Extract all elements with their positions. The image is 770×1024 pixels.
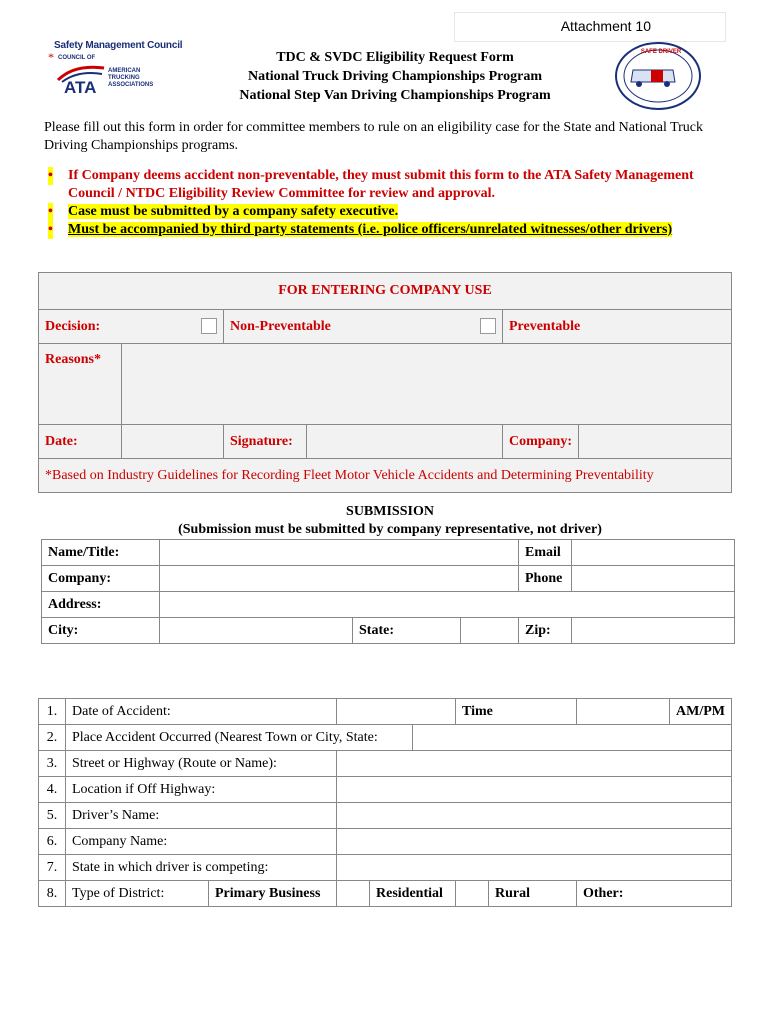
row-number: 8. [39,881,66,907]
company-name-label: Company Name: [66,829,337,855]
time-label: Time [456,699,577,725]
company-label: Company: [42,566,160,592]
row-number: 7. [39,855,66,881]
signature-field[interactable] [307,425,503,459]
primary-business-field[interactable] [337,881,370,907]
other-label: Other: [577,881,732,907]
competing-state-field[interactable] [337,855,732,881]
primary-business-label: Primary Business [209,881,337,907]
reasons-field[interactable] [121,344,732,425]
row-number: 6. [39,829,66,855]
attachment-label: Attachment 10 [560,18,651,34]
reasons-label: Reasons* [39,344,122,425]
ampm-label: AM/PM [670,699,732,725]
street-highway-field[interactable] [337,751,732,777]
intro-text: Please fill out this form in order for committee members to rule on an eligibility case for the State and National Truck Driving Championships programs. [44,120,704,153]
date-of-accident-field[interactable] [337,699,456,725]
state-label: State: [353,618,461,644]
decision-label: Decision: [39,310,122,344]
company-name-field[interactable] [337,829,732,855]
company-field[interactable] [579,425,732,459]
zip-field[interactable] [572,618,735,644]
company-label: Company: [502,425,578,459]
submission-heading: SUBMISSION (Submission must be submitted by company representative, not driver) [178,504,602,537]
company-field[interactable] [160,566,519,592]
driver-name-label: Driver’s Name: [66,803,337,829]
rural-label: Rural [489,881,577,907]
off-highway-field[interactable] [337,777,732,803]
street-highway-label: Street or Highway (Route or Name): [66,751,337,777]
non-preventable-cell [121,310,224,344]
preventable-cell [460,310,503,344]
name-title-label: Name/Title: [42,540,160,566]
place-occurred-label: Place Accident Occurred (Nearest Town or City, State: [66,725,413,751]
email-label: Email [519,540,572,566]
time-field[interactable] [577,699,670,725]
row-number: 5. [39,803,66,829]
city-label: City: [42,618,160,644]
phone-label: Phone [519,566,572,592]
email-field[interactable] [572,540,735,566]
off-highway-label: Location if Off Highway: [66,777,337,803]
bullet-item: • Must be accompanied by third party statements (i.e. police officers/unrelated witnesses/other drivers) [48,222,673,237]
place-occurred-field[interactable] [413,725,732,751]
non-preventable-label: Non-Preventable [224,310,460,344]
residential-label: Residential [370,881,456,907]
date-label: Date: [39,425,122,459]
bullet-item: • Case must be submitted by a company safety executive. [48,204,399,219]
row-number: 1. [39,699,66,725]
phone-field[interactable] [572,566,735,592]
footnote: *Based on Industry Guidelines for Recording Fleet Motor Vehicle Accidents and Determining Preventability [39,459,732,493]
name-title-field[interactable] [160,540,519,566]
driver-name-field[interactable] [337,803,732,829]
state-field[interactable] [461,618,519,644]
non-preventable-checkbox[interactable] [201,318,217,334]
address-label: Address: [42,592,160,618]
form-title: TDC & SVDC Eligibility Request Form National Truck Driving Championships Program National Step Van Driving Championships Program [239,50,551,103]
date-field[interactable] [121,425,224,459]
accident-details-table [38,698,732,907]
row-number: 4. [39,777,66,803]
zip-label: Zip: [519,618,572,644]
address-field[interactable] [160,592,735,618]
svg-text:SAFE DRIVER: SAFE DRIVER [640,49,682,55]
bullet-item: • If Company deems accident non-preventable, they must submit this form to the ATA Safety Management Council / NTDC Eligibility Review Committee for review and approval. [48,168,694,201]
residential-field[interactable] [456,881,489,907]
row-number: 2. [39,725,66,751]
preventable-checkbox[interactable] [480,318,496,334]
city-field[interactable] [160,618,353,644]
requirements-list [44,167,734,239]
attachment-box [454,12,726,42]
ata-safety-council-logo: Safety Management Council * COUNCIL OF ATA AMERICAN TRUCKING ASSOCIATIONS [48,40,183,97]
safe-driver-seal-logo [613,40,703,112]
competing-state-label: State in which driver is competing: [66,855,337,881]
preventable-label: Preventable [502,310,731,344]
district-type-label: Type of District: [66,881,209,907]
row-number: 3. [39,751,66,777]
date-of-accident-label: Date of Accident: [66,699,337,725]
company-use-heading: FOR ENTERING COMPANY USE [39,273,732,310]
submission-table [41,539,735,644]
company-use-table [38,272,732,493]
signature-label: Signature: [224,425,307,459]
